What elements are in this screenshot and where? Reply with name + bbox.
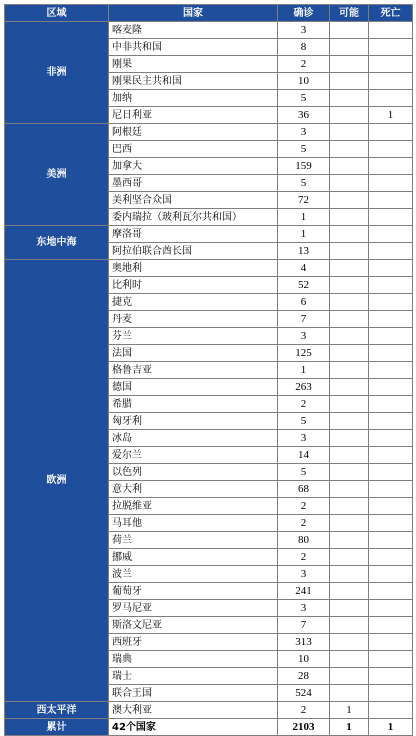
suspected-cell <box>330 90 369 107</box>
deaths-cell <box>369 379 413 396</box>
suspected-cell <box>330 141 369 158</box>
suspected-cell <box>330 634 369 651</box>
suspected-cell <box>330 685 369 702</box>
header-row <box>5 5 413 22</box>
deaths-cell <box>369 498 413 515</box>
confirmed-cell: 2 <box>278 56 330 73</box>
suspected-cell <box>330 396 369 413</box>
country-cell: 挪威 <box>109 549 278 566</box>
suspected-cell <box>330 515 369 532</box>
suspected-cell <box>330 124 369 141</box>
confirmed-cell: 2 <box>278 702 330 719</box>
suspected-cell <box>330 22 369 39</box>
confirmed-cell: 3 <box>278 566 330 583</box>
confirmed-cell: 13 <box>278 243 330 260</box>
deaths-cell <box>369 141 413 158</box>
deaths-cell <box>369 260 413 277</box>
suspected-cell <box>330 345 369 362</box>
confirmed-cell: 68 <box>278 481 330 498</box>
suspected-cell <box>330 447 369 464</box>
country-cell: 委内瑞拉（玻利瓦尔共和国） <box>109 209 278 226</box>
header-suspected: 可能 <box>330 5 369 22</box>
confirmed-cell: 28 <box>278 668 330 685</box>
suspected-cell <box>330 158 369 175</box>
confirmed-cell: 241 <box>278 583 330 600</box>
deaths-cell <box>369 192 413 209</box>
confirmed-cell: 313 <box>278 634 330 651</box>
header-confirmed: 确诊 <box>278 5 330 22</box>
total-suspected-cell: 1 <box>330 719 369 736</box>
region-cell: 美洲 <box>5 124 109 226</box>
confirmed-cell: 2 <box>278 515 330 532</box>
country-cell: 奥地利 <box>109 260 278 277</box>
deaths-cell <box>369 549 413 566</box>
country-cell: 巴西 <box>109 141 278 158</box>
total-country-cell: 42个国家 <box>109 719 278 736</box>
confirmed-cell: 14 <box>278 447 330 464</box>
deaths-cell: 1 <box>369 107 413 124</box>
suspected-cell <box>330 175 369 192</box>
suspected-cell <box>330 617 369 634</box>
suspected-cell <box>330 311 369 328</box>
table-row <box>5 22 413 39</box>
deaths-cell <box>369 345 413 362</box>
suspected-cell <box>330 668 369 685</box>
country-cell: 摩洛哥 <box>109 226 278 243</box>
suspected-cell <box>330 277 369 294</box>
deaths-cell <box>369 124 413 141</box>
table-body <box>5 22 413 736</box>
deaths-cell <box>369 634 413 651</box>
country-cell: 葡萄牙 <box>109 583 278 600</box>
confirmed-cell: 2 <box>278 498 330 515</box>
deaths-cell <box>369 294 413 311</box>
suspected-cell <box>330 464 369 481</box>
confirmed-cell: 5 <box>278 175 330 192</box>
total-deaths-cell: 1 <box>369 719 413 736</box>
suspected-cell <box>330 413 369 430</box>
suspected-cell <box>330 498 369 515</box>
country-cell: 以色列 <box>109 464 278 481</box>
deaths-cell <box>369 532 413 549</box>
country-cell: 阿拉伯联合酋长国 <box>109 243 278 260</box>
suspected-cell <box>330 260 369 277</box>
country-cell: 罗马尼亚 <box>109 600 278 617</box>
total-label-cell: 累计 <box>5 719 109 736</box>
deaths-cell <box>369 175 413 192</box>
suspected-cell <box>330 107 369 124</box>
suspected-cell <box>330 56 369 73</box>
header-country: 国家 <box>109 5 278 22</box>
deaths-cell <box>369 668 413 685</box>
country-cell: 荷兰 <box>109 532 278 549</box>
deaths-cell <box>369 396 413 413</box>
deaths-cell <box>369 702 413 719</box>
suspected-cell <box>330 379 369 396</box>
country-cell: 喀麦隆 <box>109 22 278 39</box>
confirmed-cell: 3 <box>278 22 330 39</box>
country-cell: 德国 <box>109 379 278 396</box>
country-cell: 联合王国 <box>109 685 278 702</box>
confirmed-cell: 5 <box>278 413 330 430</box>
country-cell: 中非共和国 <box>109 39 278 56</box>
table-row <box>5 124 413 141</box>
confirmed-cell: 2 <box>278 549 330 566</box>
confirmed-cell: 1 <box>278 226 330 243</box>
suspected-cell <box>330 39 369 56</box>
country-cell: 斯洛文尼亚 <box>109 617 278 634</box>
suspected-cell <box>330 600 369 617</box>
deaths-cell <box>369 328 413 345</box>
confirmed-cell: 7 <box>278 617 330 634</box>
table-row <box>5 702 413 719</box>
confirmed-cell: 5 <box>278 464 330 481</box>
region-cell: 东地中海 <box>5 226 109 260</box>
confirmed-cell: 8 <box>278 39 330 56</box>
region-cell: 非洲 <box>5 22 109 124</box>
deaths-cell <box>369 226 413 243</box>
confirmed-cell: 72 <box>278 192 330 209</box>
deaths-cell <box>369 651 413 668</box>
country-cell: 瑞士 <box>109 668 278 685</box>
confirmed-cell: 2 <box>278 396 330 413</box>
suspected-cell <box>330 532 369 549</box>
suspected-cell <box>330 192 369 209</box>
confirmed-cell: 10 <box>278 73 330 90</box>
country-cell: 美利坚合众国 <box>109 192 278 209</box>
deaths-cell <box>369 39 413 56</box>
suspected-cell <box>330 583 369 600</box>
deaths-cell <box>369 583 413 600</box>
confirmed-cell: 3 <box>278 600 330 617</box>
deaths-cell <box>369 430 413 447</box>
deaths-cell <box>369 566 413 583</box>
deaths-cell <box>369 311 413 328</box>
confirmed-cell: 36 <box>278 107 330 124</box>
total-row <box>5 719 413 736</box>
country-cell: 芬兰 <box>109 328 278 345</box>
confirmed-cell: 1 <box>278 362 330 379</box>
suspected-cell <box>330 362 369 379</box>
suspected-cell <box>330 226 369 243</box>
confirmed-cell: 159 <box>278 158 330 175</box>
confirmed-cell: 10 <box>278 651 330 668</box>
country-cell: 匈牙利 <box>109 413 278 430</box>
header-deaths: 死亡 <box>369 5 413 22</box>
suspected-cell <box>330 430 369 447</box>
confirmed-cell: 7 <box>278 311 330 328</box>
confirmed-cell: 5 <box>278 141 330 158</box>
confirmed-cell: 80 <box>278 532 330 549</box>
confirmed-cell: 1 <box>278 209 330 226</box>
deaths-cell <box>369 158 413 175</box>
deaths-cell <box>369 515 413 532</box>
confirmed-cell: 125 <box>278 345 330 362</box>
deaths-cell <box>369 56 413 73</box>
confirmed-cell: 52 <box>278 277 330 294</box>
country-cell: 墨西哥 <box>109 175 278 192</box>
confirmed-cell: 4 <box>278 260 330 277</box>
country-cell: 比利时 <box>109 277 278 294</box>
suspected-cell <box>330 209 369 226</box>
deaths-cell <box>369 464 413 481</box>
deaths-cell <box>369 413 413 430</box>
suspected-cell <box>330 243 369 260</box>
country-cell: 丹麦 <box>109 311 278 328</box>
table-row <box>5 226 413 243</box>
deaths-cell <box>369 243 413 260</box>
confirmed-cell: 524 <box>278 685 330 702</box>
deaths-cell <box>369 22 413 39</box>
region-cell: 欧洲 <box>5 260 109 702</box>
suspected-cell <box>330 294 369 311</box>
confirmed-cell: 3 <box>278 124 330 141</box>
country-cell: 刚果民主共和国 <box>109 73 278 90</box>
suspected-cell <box>330 566 369 583</box>
confirmed-cell: 263 <box>278 379 330 396</box>
deaths-cell <box>369 481 413 498</box>
country-cell: 希腊 <box>109 396 278 413</box>
total-confirmed-cell: 2103 <box>278 719 330 736</box>
country-cell: 冰岛 <box>109 430 278 447</box>
country-cell: 波兰 <box>109 566 278 583</box>
country-cell: 拉脱维亚 <box>109 498 278 515</box>
table-row <box>5 260 413 277</box>
deaths-cell <box>369 277 413 294</box>
country-cell: 加纳 <box>109 90 278 107</box>
suspected-cell <box>330 651 369 668</box>
country-cell: 爱尔兰 <box>109 447 278 464</box>
header-region: 区域 <box>5 5 109 22</box>
cases-table <box>4 4 413 736</box>
suspected-cell: 1 <box>330 702 369 719</box>
country-cell: 刚果 <box>109 56 278 73</box>
country-cell: 捷克 <box>109 294 278 311</box>
suspected-cell <box>330 481 369 498</box>
confirmed-cell: 3 <box>278 430 330 447</box>
confirmed-cell: 3 <box>278 328 330 345</box>
deaths-cell <box>369 617 413 634</box>
country-cell: 格鲁吉亚 <box>109 362 278 379</box>
country-cell: 尼日利亚 <box>109 107 278 124</box>
deaths-cell <box>369 209 413 226</box>
region-cell: 西太平洋 <box>5 702 109 719</box>
deaths-cell <box>369 600 413 617</box>
deaths-cell <box>369 685 413 702</box>
country-cell: 加拿大 <box>109 158 278 175</box>
suspected-cell <box>330 73 369 90</box>
confirmed-cell: 5 <box>278 90 330 107</box>
deaths-cell <box>369 362 413 379</box>
country-cell: 马耳他 <box>109 515 278 532</box>
confirmed-cell: 6 <box>278 294 330 311</box>
country-cell: 意大利 <box>109 481 278 498</box>
country-cell: 西班牙 <box>109 634 278 651</box>
deaths-cell <box>369 447 413 464</box>
suspected-cell <box>330 328 369 345</box>
deaths-cell <box>369 73 413 90</box>
country-cell: 澳大利亚 <box>109 702 278 719</box>
country-cell: 阿根廷 <box>109 124 278 141</box>
deaths-cell <box>369 90 413 107</box>
country-cell: 法国 <box>109 345 278 362</box>
suspected-cell <box>330 549 369 566</box>
country-cell: 瑞典 <box>109 651 278 668</box>
